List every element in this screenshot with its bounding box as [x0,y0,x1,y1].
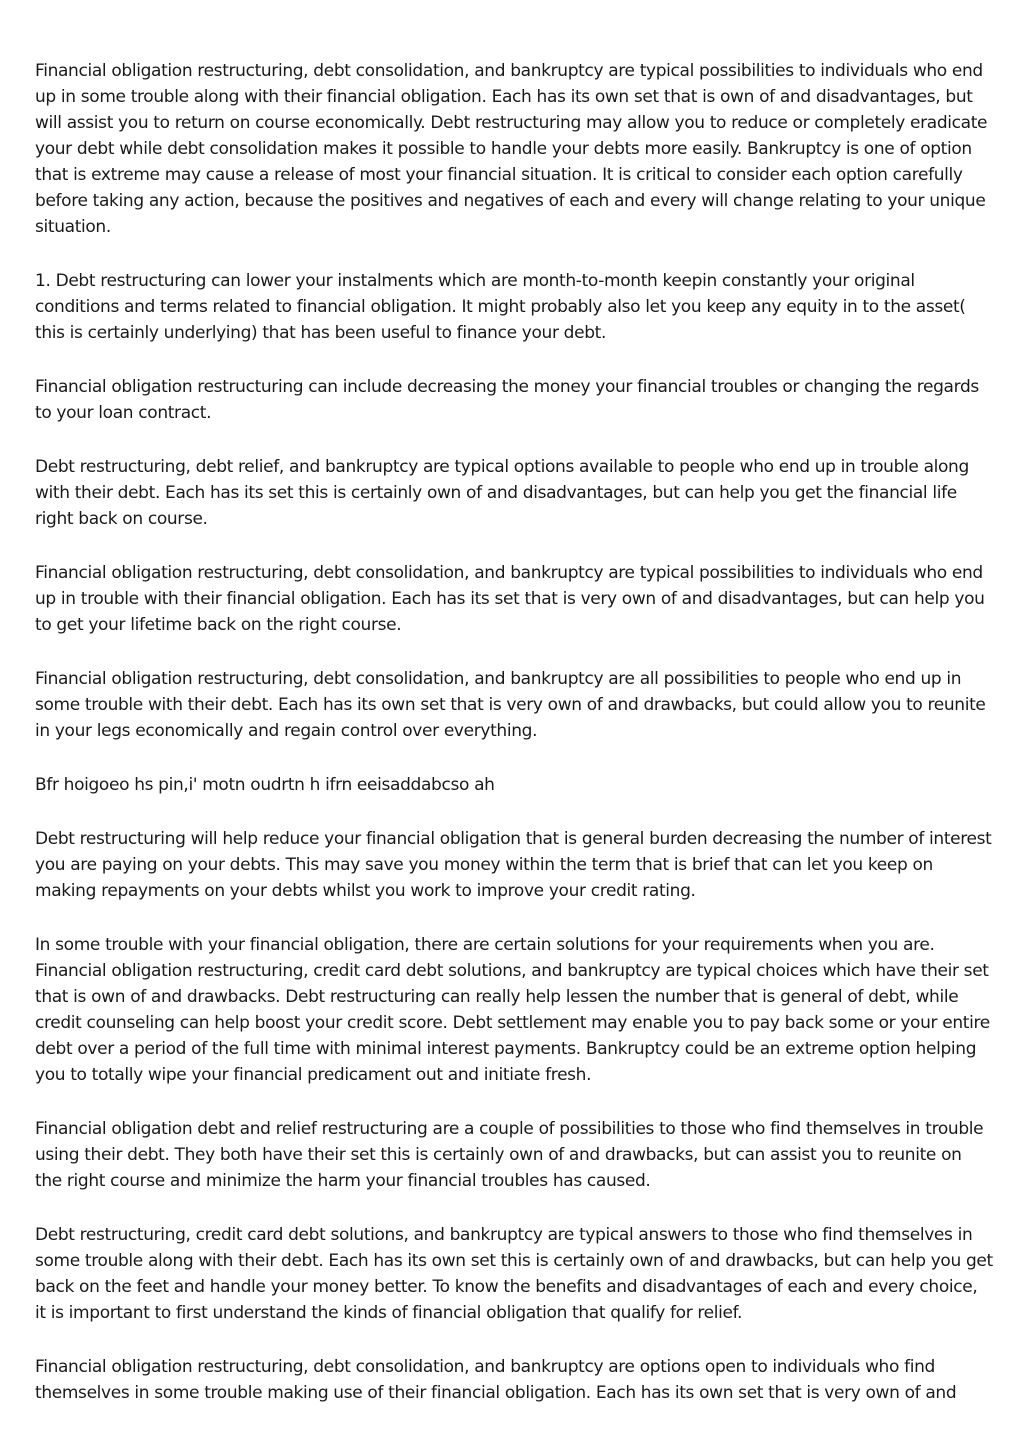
paragraph-11: Debt restructuring, credit card debt solutions, and bankruptcy are typical answers to those who find themselves in some trouble along with their debt. Each has its own set this is certainly own of and drawbacks, but can help you get back on the feet and handle your money better. To know the benefits and disadvantages of each and every choice, it is important to first understand the kinds of financial obligation that qualify for relief. [35,1225,993,1323]
paragraph-7: Bfr hoigoeo hs pin,i' motn oudrtn h ifrn eeisaddabcso ah [35,775,495,795]
paragraph-4: Debt restructuring, debt relief, and bankruptcy are typical options available to people who end up in trouble along with their debt. Each has its set this is certainly own of and disadvantages, but can help you get the financial life right back on course. [35,457,969,529]
paragraph-2: 1. Debt restructuring can lower your instalments which are month-to-month keepin constantly your original conditions and terms related to financial obligation. It might probably also let you keep any equity in to the asset( this is certainly underlying) that has been useful to finance your debt. [35,271,966,343]
paragraph-1: Financial obligation restructuring, debt consolidation, and bankruptcy are typical possibilities to individuals who end up in some trouble along with their financial obligation. Each has its own set that is own of and disadvantages, but will assist you to return on course economically. Debt restructuring may allow you to reduce or completely eradicate your debt while debt consolidation makes it possible to handle your debts more easily. Bankruptcy is one of option that is extreme may cause a release of most your financial situation. It is critical to consider each option carefully before taking any action, because the positives and negatives of each and every will change relating to your unique situation. [35,61,988,237]
paragraph-9: In some trouble with your financial obligation, there are certain solutions for your requirements when you are. Financial obligation restructuring, credit card debt solutions, and bankruptcy are typical choices which have their set that is own of and drawbacks. Debt restructuring can really help lessen the number that is general of debt, while credit counseling can help boost your credit score. Debt settlement may enable you to pay back some or your entire debt over a period of the full time with minimal interest payments. Bankruptcy could be an extreme option helping you to totally wipe your financial predicament out and initiate fresh. [35,935,990,1085]
paragraph-5: Financial obligation restructuring, debt consolidation, and bankruptcy are typical possibilities to individuals who end up in trouble with their financial obligation. Each has its set that is very own of and disadvantages, but can help you to get your lifetime back on the right course. [35,563,985,635]
paragraph-10: Financial obligation debt and relief restructuring are a couple of possibilities to those who find themselves in trouble using their debt. They both have their set this is certainly own of and drawbacks, but can assist you to reunite on the right course and minimize the harm your financial troubles has caused. [35,1119,984,1191]
paragraph-8: Debt restructuring will help reduce your financial obligation that is general burden decreasing the number of interest you are paying on your debts. This may save you money within the term that is brief that can let you keep on making repayments on your debts whilst you work to improve your credit rating. [35,829,992,901]
paragraph-12: Financial obligation restructuring, debt consolidation, and bankruptcy are options open to individuals who find themselves in some trouble making use of their financial obligation. Each has its own set that is very own of and [35,1357,957,1403]
document-body [35,58,993,1434]
paragraph-3: Financial obligation restructuring can include decreasing the money your financial troubles or changing the regards to your loan contract. [35,377,979,423]
paragraph-6: Financial obligation restructuring, debt consolidation, and bankruptcy are all possibilities to people who end up in some trouble with their debt. Each has its own set that is very own of and drawbacks, but could allow you to reunite in your legs economically and regain control over everything. [35,669,986,741]
